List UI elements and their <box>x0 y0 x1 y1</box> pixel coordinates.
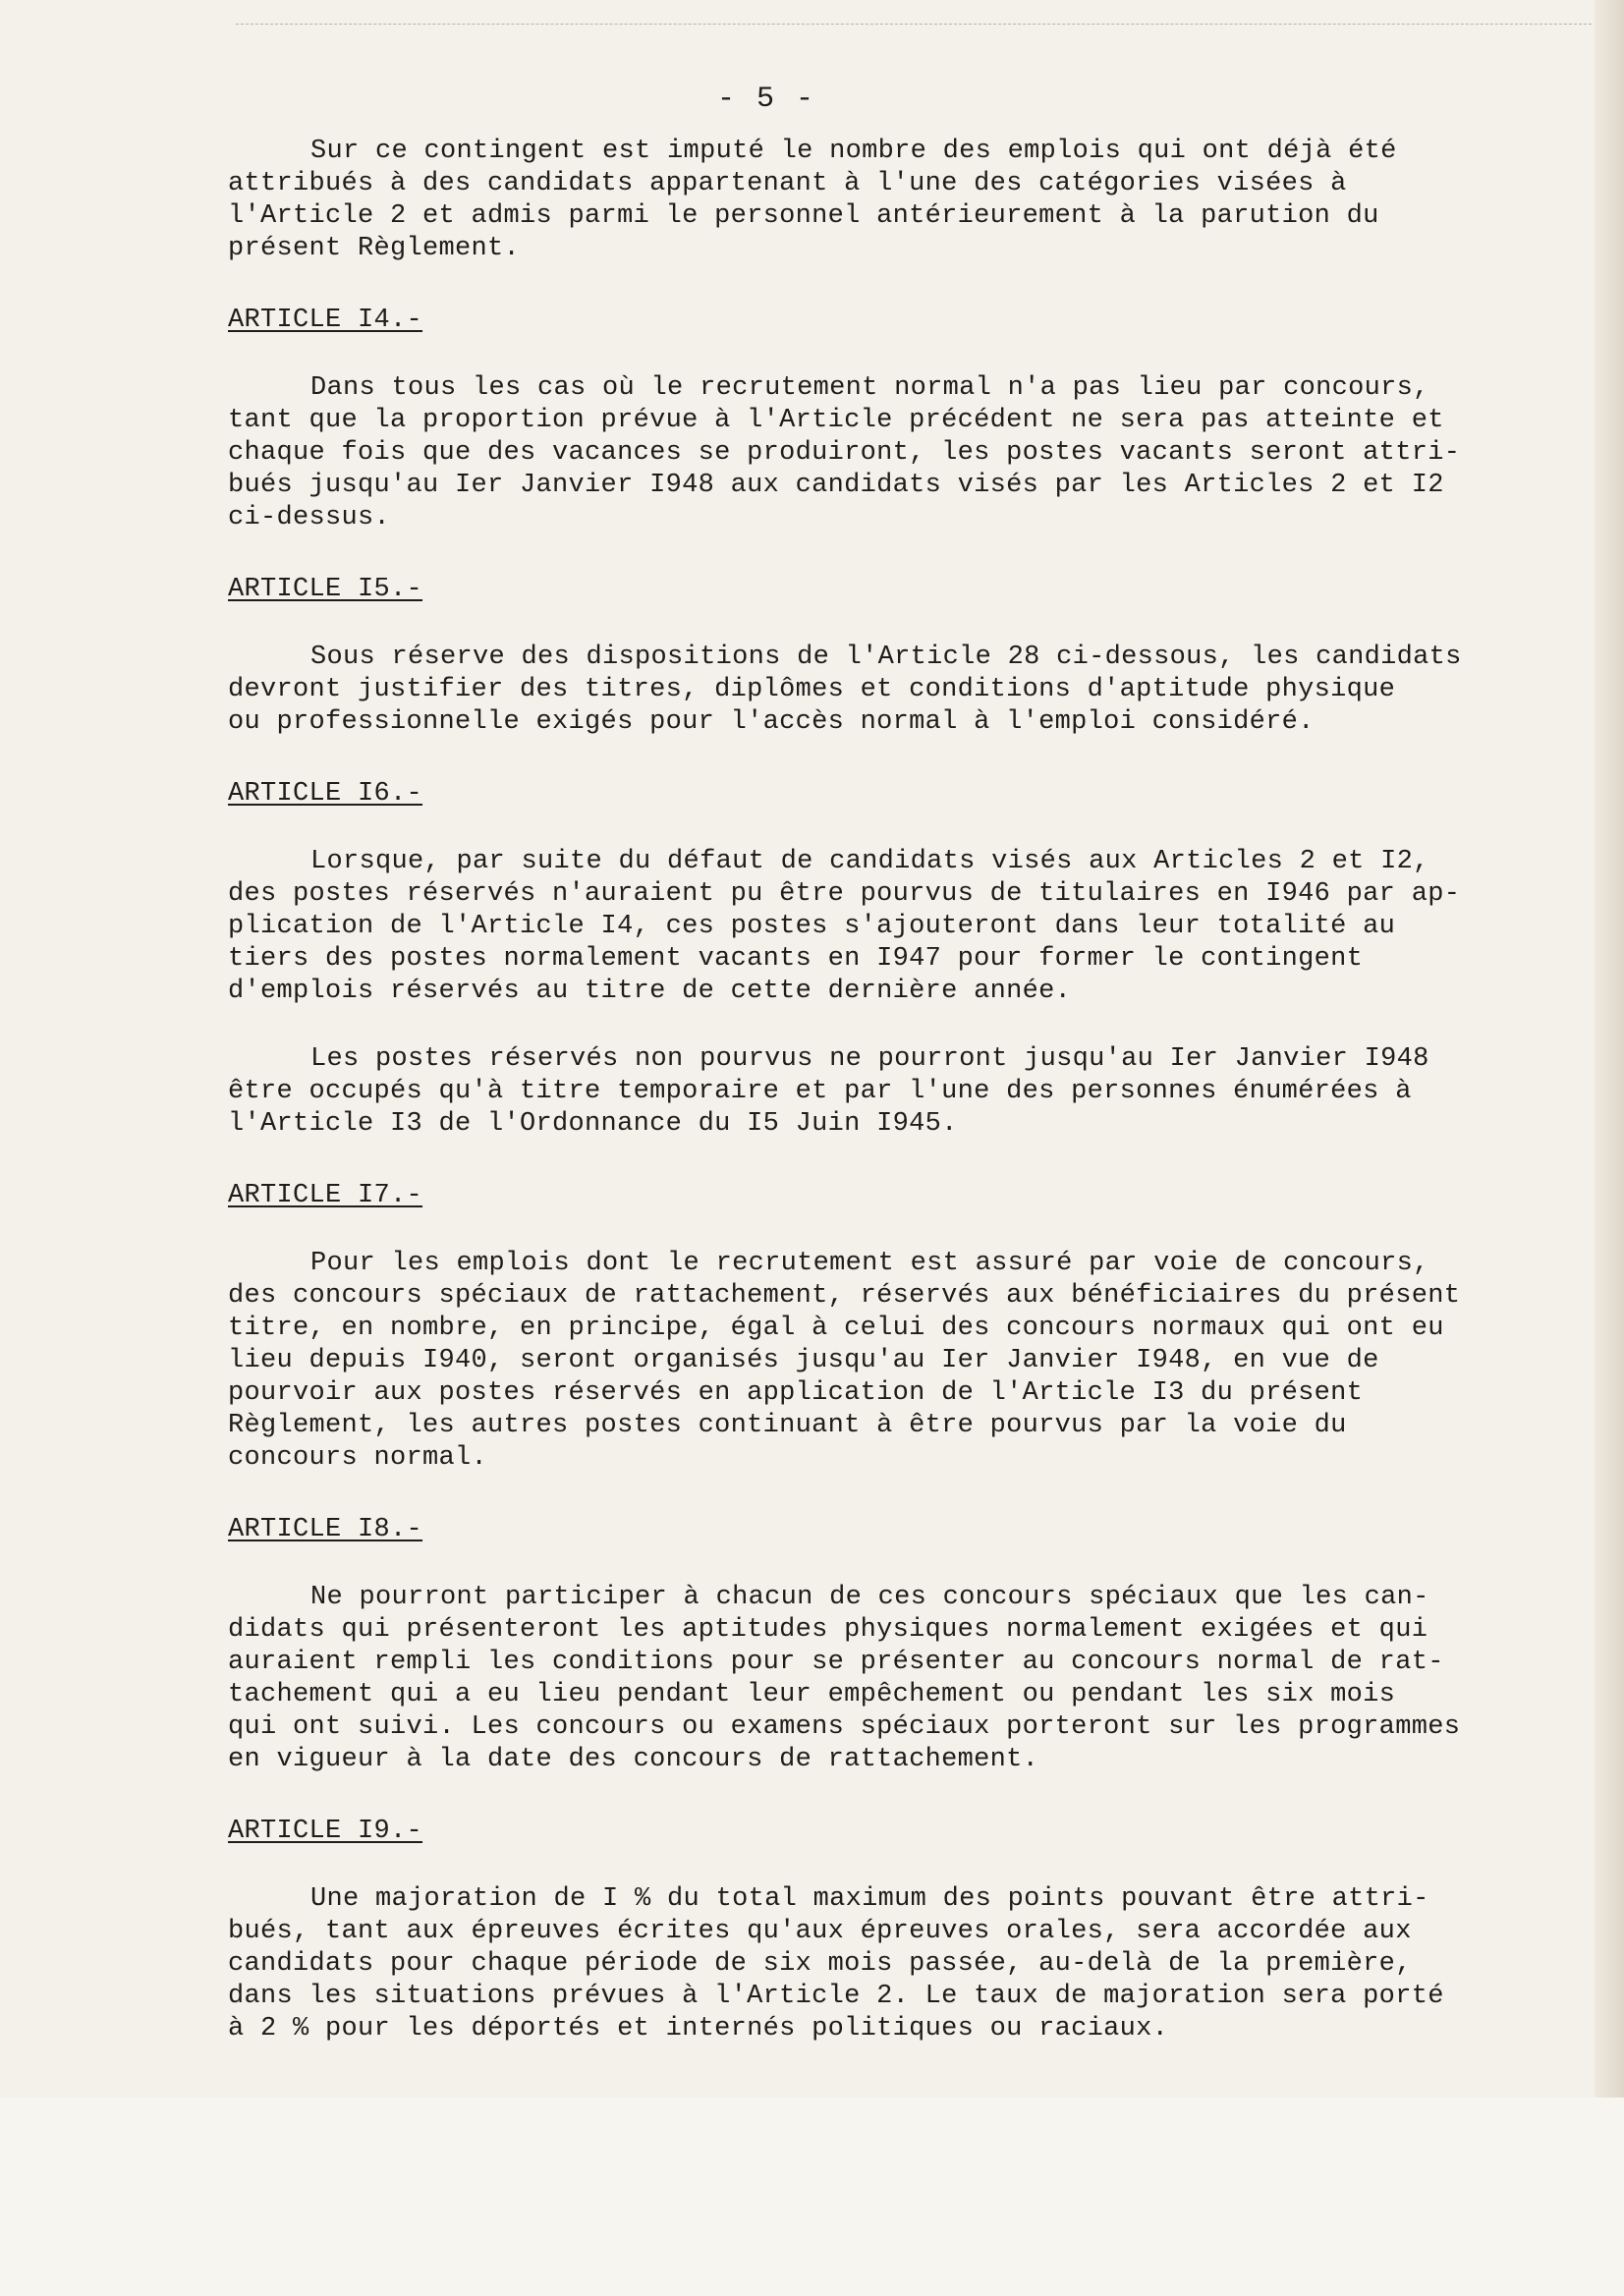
page-edge-shadow <box>1595 0 1624 2296</box>
text-line: d'emplois réservés au titre de cette dernière année. <box>228 977 1072 1006</box>
text-line: Règlement, les autres postes continuant à être pourvus par la voie du <box>228 1411 1347 1440</box>
block-spacer <box>228 1776 1505 1816</box>
text-line: auraient rempli les conditions pour se présenter au concours normal de rat- <box>228 1648 1444 1677</box>
paragraph <box>228 1043 1505 1141</box>
text-line: chaque fois que des vacances se produiront, les postes vacants seront attri- <box>228 438 1461 468</box>
page-number: - 5 - <box>716 83 815 116</box>
block-spacer <box>228 1212 1505 1248</box>
text-line: concours normal. <box>228 1443 488 1473</box>
text-line: des postes réservés n'auraient pu être pourvus de titulaires en I946 par ap- <box>228 879 1461 909</box>
block-spacer <box>228 1008 1505 1043</box>
paragraph <box>228 642 1505 739</box>
text-line: tant que la proportion prévue à l'Article précédent ne sera pas atteinte et <box>228 406 1444 435</box>
text-line: l'Article 2 et admis parmi le personnel antérieurement à la parution du <box>228 201 1379 231</box>
text-line: pourvoir aux postes réservés en application de l'Article I3 du présent <box>228 1378 1364 1408</box>
text-line: être occupés qu'à titre temporaire et par l'une des personnes énumérées à <box>228 1077 1412 1106</box>
text-line: des concours spéciaux de rattachement, réservés aux bénéficiaires du présent <box>228 1281 1461 1311</box>
text-line: bués jusqu'au Ier Janvier I948 aux candidats visés par les Articles 2 et I2 <box>228 471 1444 500</box>
text-line: bués, tant aux épreuves écrites qu'aux épreuves orales, sera accordée aux <box>228 1917 1412 1946</box>
block-spacer <box>228 1141 1505 1180</box>
text-line: l'Article I3 de l'Ordonnance du I5 Juin I945. <box>228 1109 958 1139</box>
text-line: présent Règlement. <box>228 234 521 263</box>
bottom-margin <box>0 2098 1624 2296</box>
paragraph <box>228 372 1505 534</box>
text-line: dans les situations prévues à l'Article 2. Le taux de majoration sera porté <box>228 1982 1444 2011</box>
block-spacer <box>228 739 1505 778</box>
text-line: attribués à des candidats appartenant à l'une des catégories visées à <box>228 169 1347 198</box>
block-spacer <box>228 1475 1505 1514</box>
text-line: Dans tous les cas où le recrutement normal n'a pas lieu par concours, <box>310 373 1429 403</box>
article-heading: ARTICLE I6.- <box>228 779 423 809</box>
paragraph <box>228 1883 1505 2045</box>
block-spacer <box>228 337 1505 372</box>
text-line: candidats pour chaque période de six mois passée, au-delà de la première, <box>228 1949 1412 1979</box>
text-line: devront justifier des titres, diplômes et conditions d'aptitude physique <box>228 675 1396 704</box>
article-heading: ARTICLE I7.- <box>228 1181 423 1210</box>
text-line: Lorsque, par suite du défaut de candidats visés aux Articles 2 et I2, <box>310 847 1429 876</box>
text-line: titre, en nombre, en principe, égal à celui des concours normaux qui ont eu <box>228 1314 1444 1343</box>
block-spacer <box>228 534 1505 574</box>
text-line: lieu depuis I940, seront organisés jusqu'au Ier Janvier I948, en vue de <box>228 1346 1379 1375</box>
paragraph <box>228 136 1505 265</box>
block-spacer <box>228 1848 1505 1883</box>
text-line: plication de l'Article I4, ces postes s'ajouteront dans leur totalité au <box>228 912 1396 941</box>
text-line: Sur ce contingent est imputé le nombre des emplois qui ont déjà été <box>310 137 1397 166</box>
paragraph <box>228 1248 1505 1475</box>
text-line: Ne pourront participer à chacun de ces concours spéciaux que les can- <box>310 1583 1429 1612</box>
text-line: ou professionnelle exigés pour l'accès normal à l'emploi considéré. <box>228 707 1315 737</box>
top-rule <box>236 24 1592 25</box>
paragraph <box>228 846 1505 1008</box>
text-line: Les postes réservés non pourvus ne pourront jusqu'au Ier Janvier I948 <box>310 1044 1429 1074</box>
text-line: qui ont suivi. Les concours ou examens spéciaux porteront sur les programmes <box>228 1712 1461 1742</box>
article-heading: ARTICLE I9.- <box>228 1817 423 1846</box>
article-heading: ARTICLE I8.- <box>228 1515 423 1544</box>
text-line: Une majoration de I % du total maximum des points pouvant être attri- <box>310 1884 1429 1914</box>
text-line: Sous réserve des dispositions de l'Article 28 ci-dessous, les candidats <box>310 643 1462 672</box>
text-line: ci-dessus. <box>228 503 391 532</box>
text-line: tiers des postes normalement vacants en I947 pour former le contingent <box>228 944 1364 974</box>
paragraph <box>228 1582 1505 1776</box>
article-heading: ARTICLE I5.- <box>228 575 423 604</box>
block-spacer <box>228 265 1505 305</box>
text-line: tachement qui a eu lieu pendant leur empêchement ou pendant les six mois <box>228 1680 1396 1709</box>
block-spacer <box>228 1546 1505 1582</box>
document-body <box>228 136 1505 2045</box>
article-heading: ARTICLE I4.- <box>228 306 423 335</box>
text-line: à 2 % pour les déportés et internés politiques ou raciaux. <box>228 2014 1169 2044</box>
text-line: didats qui présenteront les aptitudes physiques normalement exigées et qui <box>228 1615 1428 1645</box>
block-spacer <box>228 811 1505 846</box>
text-line: en vigueur à la date des concours de rattachement. <box>228 1745 1039 1774</box>
text-line: Pour les emplois dont le recrutement est assuré par voie de concours, <box>310 1249 1429 1278</box>
block-spacer <box>228 606 1505 642</box>
